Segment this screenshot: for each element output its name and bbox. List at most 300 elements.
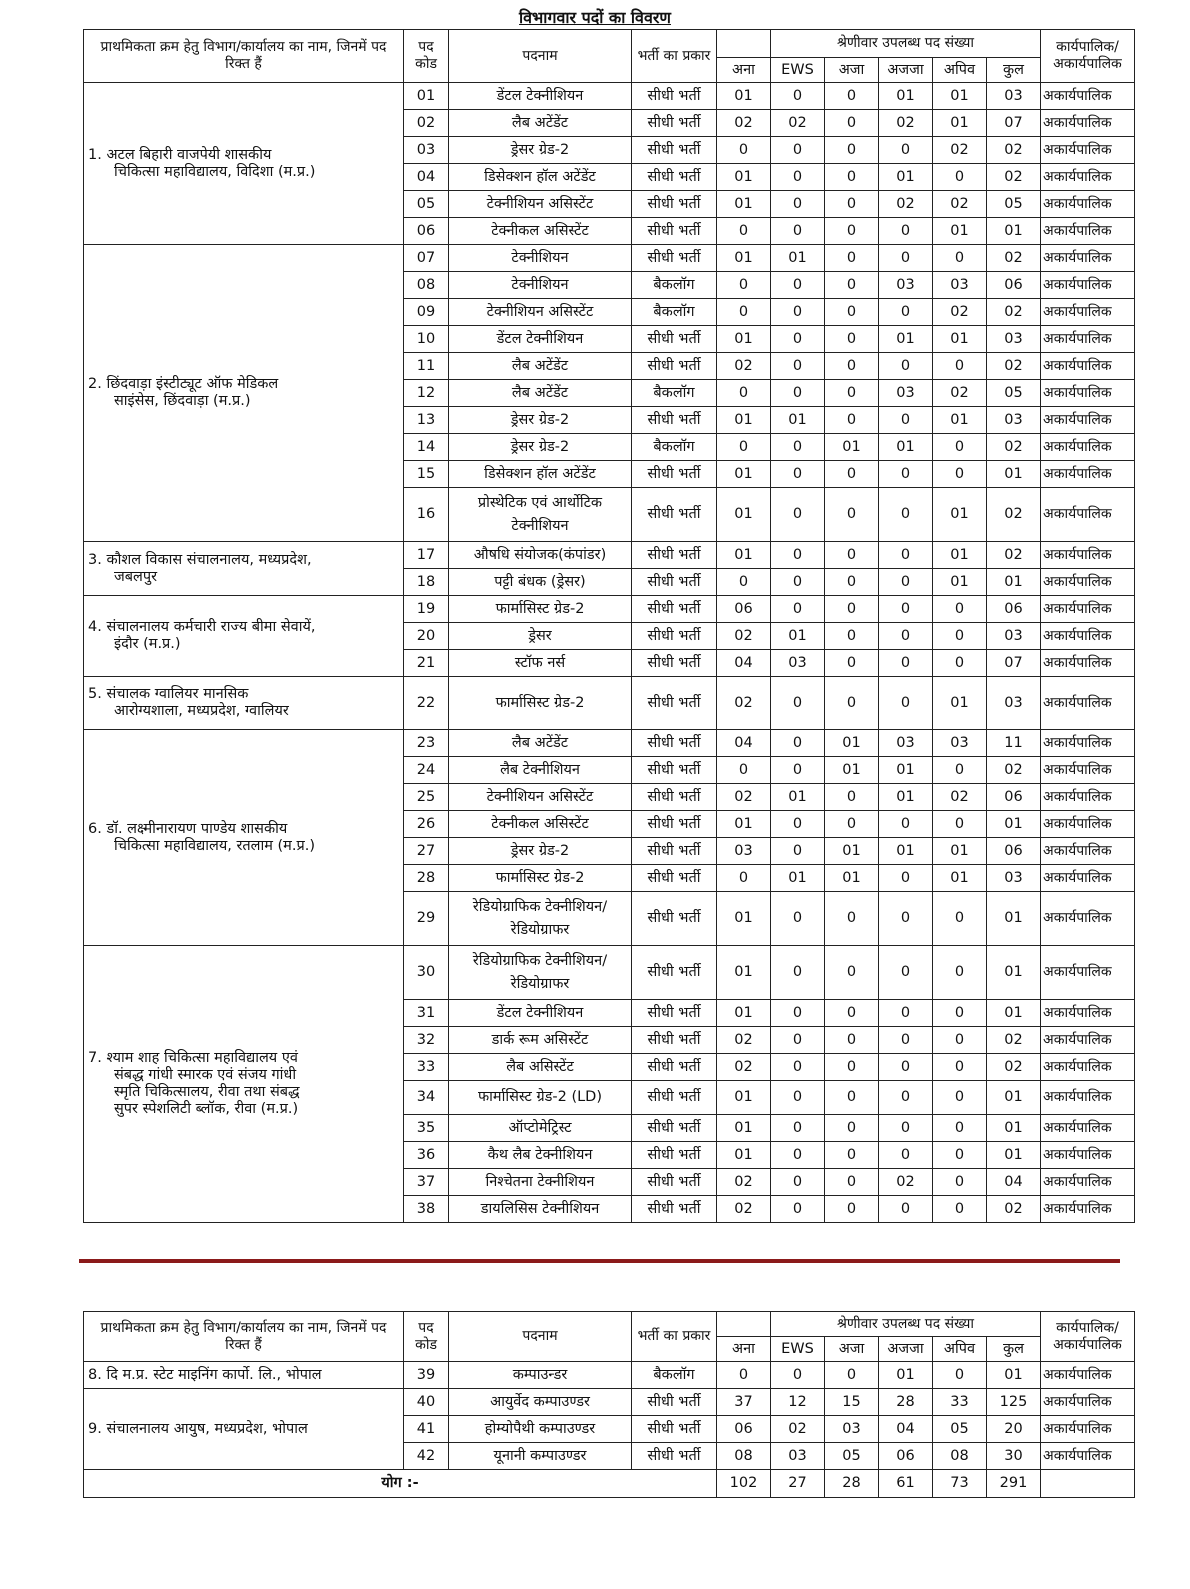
cell-type: सीधी भर्ती <box>632 407 717 434</box>
cell-code: 27 <box>404 838 449 865</box>
cell-ews: 0 <box>771 299 825 326</box>
cell-ana: 02 <box>717 623 771 650</box>
cell-kul: 06 <box>987 784 1041 811</box>
cell-aja: 0 <box>825 83 879 110</box>
cell-kul: 30 <box>987 1443 1041 1470</box>
header-row <box>84 30 1135 58</box>
total-kul: 291 <box>987 1470 1041 1498</box>
cell-kul: 02 <box>987 137 1041 164</box>
dept-name <box>84 1389 404 1470</box>
cell-type: सीधी भर्ती <box>632 326 717 353</box>
cell-kul: 06 <box>987 272 1041 299</box>
cell-code: 42 <box>404 1443 449 1470</box>
cell-ajja: 0 <box>879 353 933 380</box>
table-row <box>84 1362 1135 1389</box>
cell-type: बैकलॉग <box>632 434 717 461</box>
cell-type: सीधी भर्ती <box>632 1027 717 1054</box>
cell-exec: अकार्यपालिक <box>1041 380 1135 407</box>
cell-exec: अकार्यपालिक <box>1041 245 1135 272</box>
cell-type: सीधी भर्ती <box>632 191 717 218</box>
cell-ews: 0 <box>771 83 825 110</box>
cell-aja: 01 <box>825 865 879 892</box>
cell-exec: अकार्यपालिक <box>1041 892 1135 946</box>
cell-apiv: 0 <box>933 1196 987 1223</box>
cell-ana: 06 <box>717 1416 771 1443</box>
cell-kul: 03 <box>987 623 1041 650</box>
cell-type: सीधी भर्ती <box>632 865 717 892</box>
cell-code: 10 <box>404 326 449 353</box>
cell-code: 33 <box>404 1054 449 1081</box>
cell-ana: 0 <box>717 299 771 326</box>
cell-exec: अकार्यपालिक <box>1041 434 1135 461</box>
header-aja: अजा <box>825 58 879 83</box>
cell-ana: 0 <box>717 1362 771 1389</box>
cell-exec: अकार्यपालिक <box>1041 83 1135 110</box>
cell-aja: 01 <box>825 730 879 757</box>
cell-code: 36 <box>404 1142 449 1169</box>
cell-type: सीधी भर्ती <box>632 677 717 730</box>
cell-type: सीधी भर्ती <box>632 650 717 677</box>
cell-aja: 0 <box>825 299 879 326</box>
table-row <box>84 677 1135 730</box>
total-aja: 28 <box>825 1470 879 1498</box>
cell-type: सीधी भर्ती <box>632 1054 717 1081</box>
header-exec: कार्यपालिक/ अकार्यपालिक <box>1041 30 1135 83</box>
cell-ajja: 03 <box>879 272 933 299</box>
cell-ajja: 02 <box>879 191 933 218</box>
cell-aja: 0 <box>825 542 879 569</box>
cell-ews: 01 <box>771 407 825 434</box>
cell-type: बैकलॉग <box>632 380 717 407</box>
cell-ajja: 0 <box>879 596 933 623</box>
header-blank <box>717 30 771 58</box>
cell-code: 04 <box>404 164 449 191</box>
cell-type: सीधी भर्ती <box>632 623 717 650</box>
cell-ajja: 0 <box>879 1196 933 1223</box>
cell-ews: 01 <box>771 623 825 650</box>
header-aja: अजा <box>825 1337 879 1362</box>
cell-ana: 01 <box>717 1142 771 1169</box>
cell-apiv: 0 <box>933 1054 987 1081</box>
cell-code: 24 <box>404 757 449 784</box>
cell-post: कैथ लैब टेक्नीशियन <box>449 1142 632 1169</box>
cell-code: 09 <box>404 299 449 326</box>
cell-type: सीधी भर्ती <box>632 1081 717 1115</box>
cell-aja: 0 <box>825 326 879 353</box>
cell-ana: 01 <box>717 1081 771 1115</box>
total-ana: 102 <box>717 1470 771 1498</box>
cell-aja: 01 <box>825 838 879 865</box>
cell-ajja: 0 <box>879 892 933 946</box>
cell-apiv: 0 <box>933 892 987 946</box>
cell-apiv: 01 <box>933 488 987 542</box>
cell-exec: अकार्यपालिक <box>1041 811 1135 838</box>
cell-ajja: 01 <box>879 1362 933 1389</box>
dept-name-line: जबलपुर <box>114 568 158 585</box>
cell-kul: 02 <box>987 757 1041 784</box>
cell-ews: 0 <box>771 218 825 245</box>
cell-exec: अकार्यपालिक <box>1041 569 1135 596</box>
cell-ajja: 0 <box>879 677 933 730</box>
cell-aja: 0 <box>825 1115 879 1142</box>
cell-exec: अकार्यपालिक <box>1041 1000 1135 1027</box>
cell-ews: 0 <box>771 1027 825 1054</box>
dept-name-line: 5. संचालक ग्वालियर मानसिक <box>88 686 249 702</box>
dept-name-line: 9. संचालनालय आयुष, मध्यप्रदेश, भोपाल <box>88 1420 308 1437</box>
cell-kul: 125 <box>987 1389 1041 1416</box>
cell-ews: 0 <box>771 811 825 838</box>
cell-aja: 0 <box>825 892 879 946</box>
cell-exec: अकार्यपालिक <box>1041 1362 1135 1389</box>
cell-post: लैब अटेंडेंट <box>449 353 632 380</box>
cell-type: सीधी भर्ती <box>632 542 717 569</box>
dept-name <box>84 1362 404 1389</box>
cell-ajja: 02 <box>879 1169 933 1196</box>
cell-apiv: 0 <box>933 245 987 272</box>
cell-type: सीधी भर्ती <box>632 784 717 811</box>
header-dept: प्राथमिकता क्रम हेतु विभाग/कार्यालय का नाम, जिनमें पद रिक्त हैं <box>84 30 404 83</box>
cell-kul: 06 <box>987 838 1041 865</box>
header-ews: EWS <box>771 1337 825 1362</box>
cell-kul: 01 <box>987 811 1041 838</box>
cell-type: सीधी भर्ती <box>632 1169 717 1196</box>
table-row <box>84 730 1135 757</box>
cell-kul: 02 <box>987 434 1041 461</box>
header-blank <box>717 1312 771 1337</box>
cell-code: 41 <box>404 1416 449 1443</box>
header-category-group: श्रेणीवार उपलब्ध पद संख्या <box>771 1312 1041 1337</box>
cell-ana: 01 <box>717 326 771 353</box>
cell-kul: 01 <box>987 1115 1041 1142</box>
header-apiv: अपिव <box>933 1337 987 1362</box>
cell-post: डार्क रूम असिस्टेंट <box>449 1027 632 1054</box>
table-row <box>84 1389 1135 1416</box>
cell-aja: 0 <box>825 164 879 191</box>
cell-type: सीधी भर्ती <box>632 1196 717 1223</box>
cell-kul: 03 <box>987 677 1041 730</box>
cell-type: सीधी भर्ती <box>632 83 717 110</box>
cell-type: सीधी भर्ती <box>632 110 717 137</box>
cell-code: 15 <box>404 461 449 488</box>
cell-ews: 03 <box>771 650 825 677</box>
cell-code: 25 <box>404 784 449 811</box>
dept-name-line: 4. संचालनालय कर्मचारी राज्य बीमा सेवायें, <box>88 619 316 635</box>
cell-exec: अकार्यपालिक <box>1041 1027 1135 1054</box>
cell-aja: 0 <box>825 488 879 542</box>
cell-ews: 0 <box>771 488 825 542</box>
cell-ajja: 01 <box>879 434 933 461</box>
cell-post: फार्मासिस्ट ग्रेड-2 <box>449 865 632 892</box>
cell-exec: अकार्यपालिक <box>1041 110 1135 137</box>
cell-aja: 05 <box>825 1443 879 1470</box>
cell-ana: 08 <box>717 1443 771 1470</box>
cell-ews: 0 <box>771 1169 825 1196</box>
cell-ews: 02 <box>771 110 825 137</box>
cell-post: ऑप्टोमेट्रिस्ट <box>449 1115 632 1142</box>
cell-apiv: 01 <box>933 838 987 865</box>
cell-apiv: 0 <box>933 623 987 650</box>
cell-post: डेंटल टेक्नीशियन <box>449 1000 632 1027</box>
header-code: पद कोड <box>404 1312 449 1362</box>
cell-apiv: 01 <box>933 542 987 569</box>
cell-exec: अकार्यपालिक <box>1041 1081 1135 1115</box>
cell-post: टेक्नीकल असिस्टेंट <box>449 811 632 838</box>
cell-type: सीधी भर्ती <box>632 218 717 245</box>
total-ajja: 61 <box>879 1470 933 1498</box>
cell-ana: 37 <box>717 1389 771 1416</box>
cell-post: कम्पाउन्डर <box>449 1362 632 1389</box>
cell-aja: 0 <box>825 623 879 650</box>
cell-post: डायलिसिस टेक्नीशियन <box>449 1196 632 1223</box>
cell-apiv: 33 <box>933 1389 987 1416</box>
cell-ews: 0 <box>771 596 825 623</box>
cell-aja: 0 <box>825 137 879 164</box>
header-row <box>84 1312 1135 1337</box>
cell-code: 18 <box>404 569 449 596</box>
cell-post: टेक्नीशियन असिस्टेंट <box>449 784 632 811</box>
cell-code: 28 <box>404 865 449 892</box>
cell-kul: 04 <box>987 1169 1041 1196</box>
dept-name-line: 8. दि म.प्र. स्टेट माइनिंग कार्पो. लि., भोपाल <box>88 1366 322 1383</box>
cell-ajja: 01 <box>879 757 933 784</box>
cell-post: फार्मासिस्ट ग्रेड-2 <box>449 596 632 623</box>
cell-type: सीधी भर्ती <box>632 488 717 542</box>
cell-apiv: 01 <box>933 218 987 245</box>
cell-exec: अकार्यपालिक <box>1041 865 1135 892</box>
cell-ajja: 0 <box>879 488 933 542</box>
cell-code: 29 <box>404 892 449 946</box>
cell-apiv: 01 <box>933 83 987 110</box>
cell-post: निश्चेतना टेक्नीशियन <box>449 1169 632 1196</box>
cell-kul: 02 <box>987 542 1041 569</box>
cell-kul: 03 <box>987 865 1041 892</box>
cell-ews: 0 <box>771 434 825 461</box>
cell-apiv: 05 <box>933 1416 987 1443</box>
cell-apiv: 01 <box>933 407 987 434</box>
cell-aja: 0 <box>825 569 879 596</box>
cell-exec: अकार्यपालिक <box>1041 488 1135 542</box>
cell-kul: 01 <box>987 1000 1041 1027</box>
cell-exec: अकार्यपालिक <box>1041 946 1135 1000</box>
cell-aja: 0 <box>825 1000 879 1027</box>
cell-exec: अकार्यपालिक <box>1041 757 1135 784</box>
cell-ews: 0 <box>771 730 825 757</box>
cell-ajja: 0 <box>879 299 933 326</box>
cell-aja: 0 <box>825 1196 879 1223</box>
dept-name-line: 6. डॉ. लक्ष्मीनारायण पाण्डेय शासकीय <box>88 820 288 837</box>
header-kul: कुल <box>987 1337 1041 1362</box>
cell-ews: 0 <box>771 164 825 191</box>
cell-aja: 03 <box>825 1416 879 1443</box>
cell-ews: 0 <box>771 946 825 1000</box>
cell-aja: 01 <box>825 434 879 461</box>
cell-ajja: 0 <box>879 1054 933 1081</box>
cell-apiv: 01 <box>933 569 987 596</box>
cell-aja: 0 <box>825 1081 879 1115</box>
cell-post: टेक्नीकल असिस्टेंट <box>449 218 632 245</box>
cell-aja: 0 <box>825 811 879 838</box>
cell-kul: 02 <box>987 245 1041 272</box>
cell-kul: 02 <box>987 488 1041 542</box>
cell-aja: 0 <box>825 110 879 137</box>
cell-aja: 0 <box>825 191 879 218</box>
cell-ews: 0 <box>771 272 825 299</box>
cell-apiv: 0 <box>933 757 987 784</box>
cell-post: ड्रेसर ग्रेड-2 <box>449 434 632 461</box>
header-kul: कुल <box>987 58 1041 83</box>
cell-ajja: 0 <box>879 1115 933 1142</box>
cell-exec: अकार्यपालिक <box>1041 137 1135 164</box>
cell-type: सीधी भर्ती <box>632 1416 717 1443</box>
dept-name-line: 2. छिंदवाड़ा इंस्टीट्यूट ऑफ मेडिकल <box>88 376 279 392</box>
cell-exec: अकार्यपालिक <box>1041 1115 1135 1142</box>
cell-ana: 03 <box>717 838 771 865</box>
cell-kul: 06 <box>987 596 1041 623</box>
cell-exec: अकार्यपालिक <box>1041 218 1135 245</box>
cell-code: 11 <box>404 353 449 380</box>
cell-ajja: 0 <box>879 542 933 569</box>
dept-name <box>84 245 404 542</box>
cell-ana: 02 <box>717 1027 771 1054</box>
dept-name <box>84 677 404 730</box>
cell-exec: अकार्यपालिक <box>1041 650 1135 677</box>
cell-apiv: 01 <box>933 865 987 892</box>
cell-kul: 03 <box>987 407 1041 434</box>
header-type: भर्ती का प्रकार <box>632 1312 717 1362</box>
cell-type: सीधी भर्ती <box>632 892 717 946</box>
cell-code: 20 <box>404 623 449 650</box>
cell-ana: 02 <box>717 1169 771 1196</box>
cell-apiv: 0 <box>933 353 987 380</box>
cell-ana: 01 <box>717 1000 771 1027</box>
cell-aja: 0 <box>825 380 879 407</box>
cell-aja: 0 <box>825 218 879 245</box>
cell-apiv: 0 <box>933 1362 987 1389</box>
cell-post: लैब असिस्टेंट <box>449 1054 632 1081</box>
dept-name-line: 3. कौशल विकास संचालनालय, मध्यप्रदेश, <box>88 551 312 568</box>
cell-ews: 0 <box>771 1081 825 1115</box>
cell-apiv: 02 <box>933 380 987 407</box>
cell-ews: 0 <box>771 838 825 865</box>
dept-name-line: आरोग्यशाला, मध्यप्रदेश, ग्वालियर <box>114 703 289 719</box>
cell-kul: 02 <box>987 1027 1041 1054</box>
cell-aja: 0 <box>825 596 879 623</box>
cell-ana: 04 <box>717 730 771 757</box>
cell-post: टेक्नीशियन असिस्टेंट <box>449 191 632 218</box>
cell-code: 01 <box>404 83 449 110</box>
cell-aja: 0 <box>825 946 879 1000</box>
dept-name-line: चिकित्सा महाविद्यालय, रतलाम (म.प्र.) <box>114 837 315 854</box>
cell-apiv: 03 <box>933 272 987 299</box>
cell-code: 35 <box>404 1115 449 1142</box>
cell-ews: 0 <box>771 757 825 784</box>
cell-code: 07 <box>404 245 449 272</box>
cell-ajja: 03 <box>879 730 933 757</box>
cell-code: 13 <box>404 407 449 434</box>
cell-ana: 01 <box>717 1115 771 1142</box>
total-label: योग :- <box>84 1470 717 1498</box>
cell-code: 31 <box>404 1000 449 1027</box>
header-apiv: अपिव <box>933 58 987 83</box>
cell-ews: 0 <box>771 191 825 218</box>
cell-ana: 01 <box>717 542 771 569</box>
cell-ana: 01 <box>717 191 771 218</box>
cell-exec: अकार्यपालिक <box>1041 1054 1135 1081</box>
header-exec: कार्यपालिक/ अकार्यपालिक <box>1041 1312 1135 1362</box>
cell-apiv: 0 <box>933 461 987 488</box>
cell-type: सीधी भर्ती <box>632 811 717 838</box>
header-ajja: अजजा <box>879 1337 933 1362</box>
cell-apiv: 0 <box>933 1169 987 1196</box>
cell-post: स्टॉफ नर्स <box>449 650 632 677</box>
cell-exec: अकार्यपालिक <box>1041 1196 1135 1223</box>
cell-ajja: 0 <box>879 1000 933 1027</box>
cell-code: 16 <box>404 488 449 542</box>
cell-ews: 01 <box>771 245 825 272</box>
total-row <box>84 1470 1135 1498</box>
cell-post: लैब अटेंडेंट <box>449 730 632 757</box>
cell-ana: 01 <box>717 811 771 838</box>
cell-exec: अकार्यपालिक <box>1041 838 1135 865</box>
cell-post: ड्रेसर ग्रेड-2 <box>449 407 632 434</box>
cell-ews: 0 <box>771 380 825 407</box>
cell-ajja: 0 <box>879 137 933 164</box>
dept-name <box>84 596 404 677</box>
cell-aja: 0 <box>825 1142 879 1169</box>
cell-kul: 05 <box>987 191 1041 218</box>
dept-name-line: चिकित्सा महाविद्यालय, विदिशा (म.प्र.) <box>114 163 316 180</box>
cell-exec: अकार्यपालिक <box>1041 1142 1135 1169</box>
cell-ews: 0 <box>771 1142 825 1169</box>
cell-type: सीधी भर्ती <box>632 730 717 757</box>
cell-post: टेक्नीशियन असिस्टेंट <box>449 299 632 326</box>
cell-exec: अकार्यपालिक <box>1041 677 1135 730</box>
cell-kul: 07 <box>987 650 1041 677</box>
cell-apiv: 01 <box>933 677 987 730</box>
cell-ana: 0 <box>717 218 771 245</box>
total-exec <box>1041 1470 1135 1498</box>
cell-ana: 04 <box>717 650 771 677</box>
cell-ana: 0 <box>717 865 771 892</box>
table-row <box>84 542 1135 569</box>
cell-kul: 02 <box>987 353 1041 380</box>
cell-post: औषधि संयोजक(कंपांडर) <box>449 542 632 569</box>
cell-kul: 01 <box>987 1142 1041 1169</box>
cell-exec: अकार्यपालिक <box>1041 191 1135 218</box>
dept-name <box>84 946 404 1223</box>
cell-ews: 03 <box>771 1443 825 1470</box>
cell-kul: 02 <box>987 1196 1041 1223</box>
header-ews: EWS <box>771 58 825 83</box>
cell-ews: 0 <box>771 569 825 596</box>
cell-code: 19 <box>404 596 449 623</box>
cell-exec: अकार्यपालिक <box>1041 1389 1135 1416</box>
cell-ana: 01 <box>717 488 771 542</box>
cell-type: सीधी भर्ती <box>632 1142 717 1169</box>
cell-code: 23 <box>404 730 449 757</box>
cell-type: सीधी भर्ती <box>632 757 717 784</box>
cell-ajja: 06 <box>879 1443 933 1470</box>
header-dept: प्राथमिकता क्रम हेतु विभाग/कार्यालय का नाम, जिनमें पद रिक्त हैं <box>84 1312 404 1362</box>
cell-exec: अकार्यपालिक <box>1041 461 1135 488</box>
cell-ana: 01 <box>717 245 771 272</box>
dept-name-line: 7. श्याम शाह चिकित्सा महाविद्यालय एवं <box>88 1050 298 1066</box>
cell-ana: 02 <box>717 353 771 380</box>
cell-code: 26 <box>404 811 449 838</box>
cell-type: सीधी भर्ती <box>632 946 717 1000</box>
cell-code: 06 <box>404 218 449 245</box>
cell-ews: 0 <box>771 1196 825 1223</box>
